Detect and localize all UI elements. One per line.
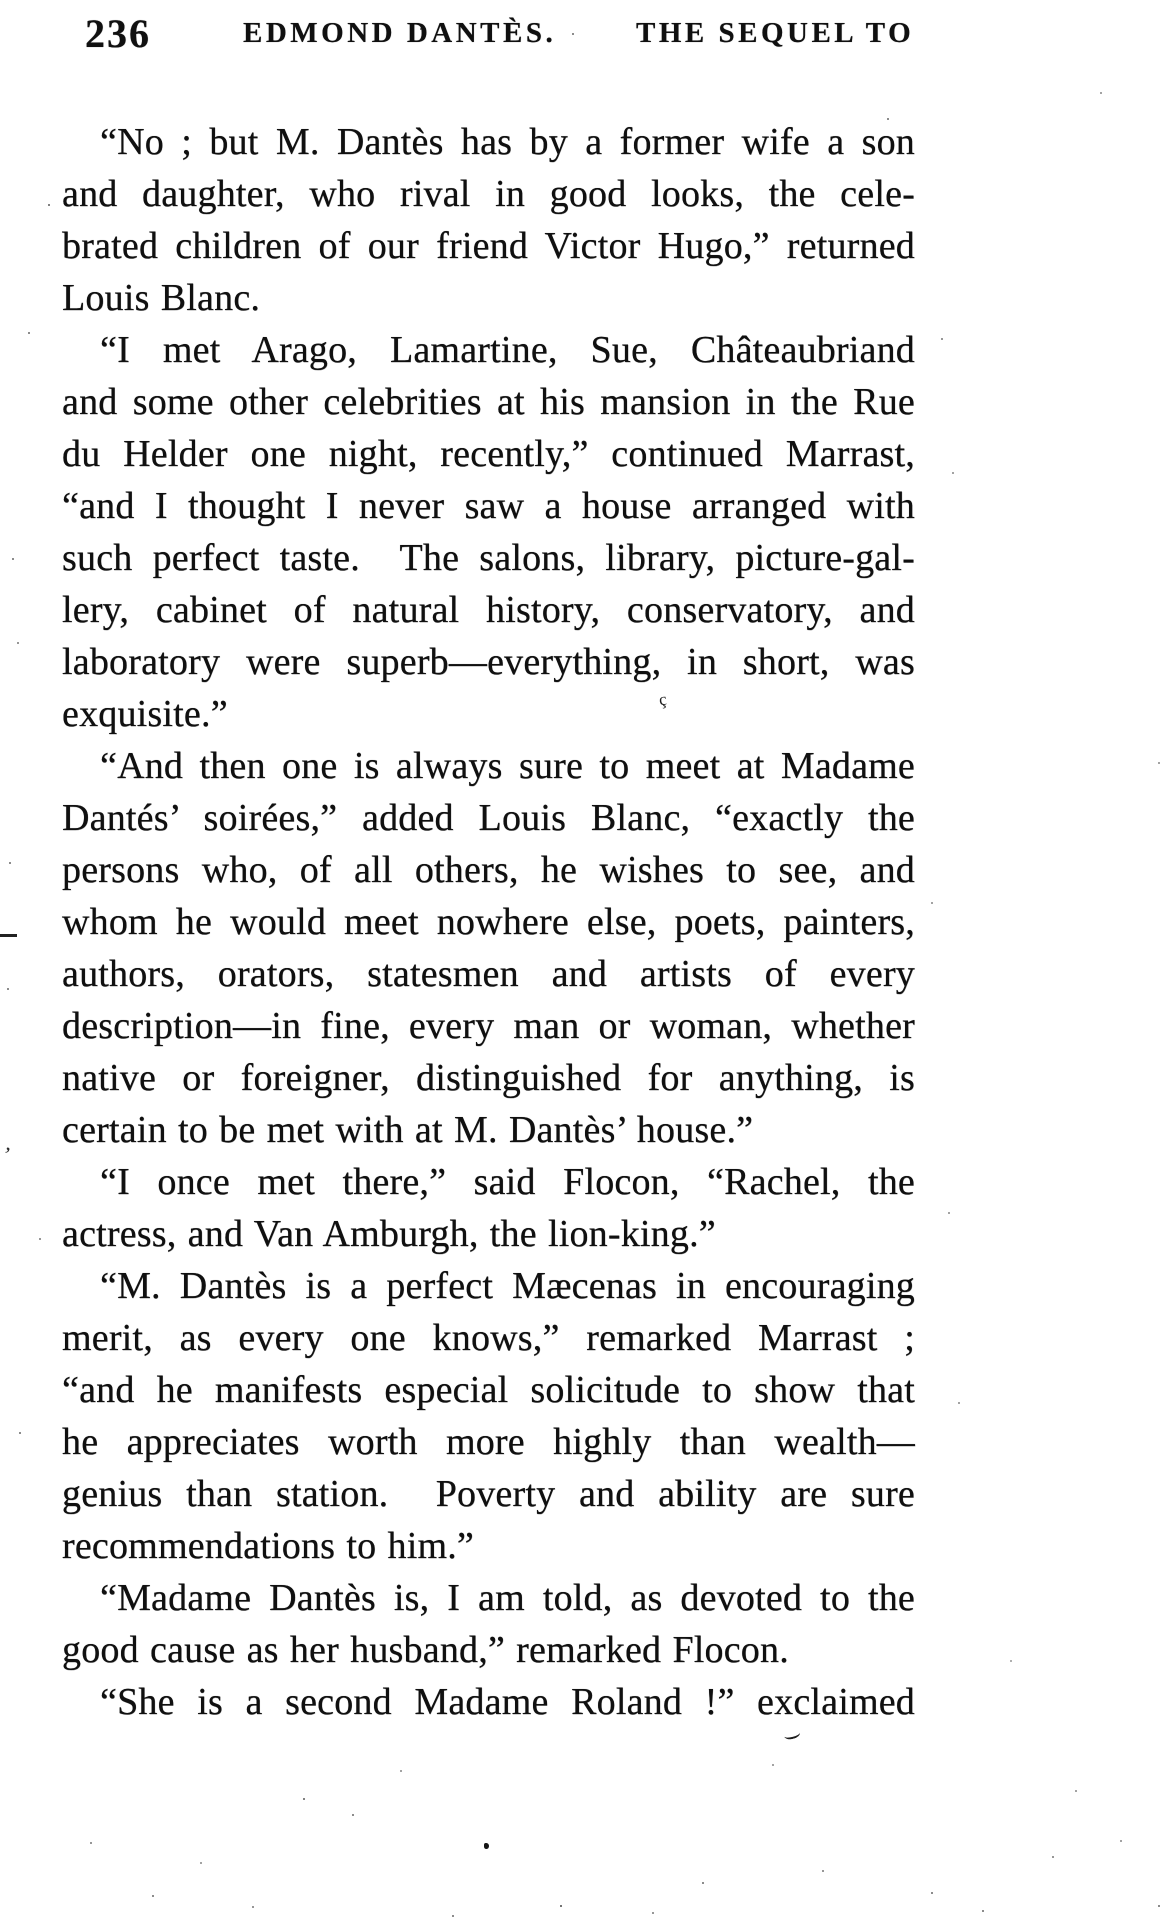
ink-smudge: ç	[657, 689, 666, 710]
ink-speck	[484, 1843, 489, 1849]
text-line: du Helder one night, recently,” continued Marrast,	[62, 433, 915, 475]
text-line: Louis Blanc.	[62, 277, 261, 319]
text-line: brated children of our friend Victor Hugo,” returned	[62, 225, 915, 267]
text-line: “And then one is always sure to meet at Madame	[100, 745, 915, 787]
running-title-book: EDMOND DANTÈS.	[243, 17, 557, 49]
text-line: certain to be met with at M. Dantès’ house.”	[62, 1109, 754, 1151]
paragraph	[62, 1156, 915, 1260]
running-title-sequel: THE SEQUEL TO	[636, 17, 915, 49]
text-line: and some other celebrities at his mansion in the Rue	[62, 381, 915, 423]
page-text	[62, 116, 915, 1728]
text-line: authors, orators, statesmen and artists of every	[62, 953, 915, 995]
margin-dash-artifact	[0, 934, 17, 937]
text-line: “and I thought I never saw a house arranged with	[62, 485, 915, 527]
text-line: he appreciates worth more highly than wealth—	[62, 1421, 915, 1463]
paragraph	[62, 324, 915, 740]
text-line: recommendations to him.”	[62, 1525, 474, 1567]
text-line: and daughter, who rival in good looks, the cele-	[62, 173, 915, 215]
paragraph	[62, 116, 915, 324]
scan-noise	[0, 0, 2, 2]
text-line: laboratory were superb—everything, in short, was	[62, 641, 915, 683]
text-line: “Madame Dantès is, I am told, as devoted to the	[100, 1577, 915, 1619]
pen-stroke-artifact	[783, 1728, 801, 1741]
text-line: “M. Dantès is a perfect Mæcenas in encouraging	[100, 1265, 915, 1307]
text-line: good cause as her husband,” remarked Flocon.	[62, 1629, 789, 1671]
text-line: native or foreigner, distinguished for anything, is	[62, 1057, 915, 1099]
text-line: “and he manifests especial solicitude to show that	[62, 1369, 915, 1411]
paragraph	[62, 1676, 915, 1728]
text-line: “I met Arago, Lamartine, Sue, Châteaubriand	[100, 329, 915, 371]
text-line: “I once met there,” said Flocon, “Rachel, the	[100, 1161, 915, 1203]
paragraph	[62, 1260, 915, 1572]
text-line: persons who, of all others, he wishes to see, and	[62, 849, 915, 891]
paragraph	[62, 1572, 915, 1676]
text-line: lery, cabinet of natural history, conservatory, and	[62, 589, 915, 631]
text-line: exquisite.”	[62, 693, 228, 735]
paragraph	[62, 740, 915, 1156]
text-line: Dantés’ soirées,” added Louis Blanc, “exactly the	[62, 797, 915, 839]
text-line: actress, and Van Amburgh, the lion-king.”	[62, 1213, 716, 1255]
text-line: description—in fine, every man or woman, whether	[62, 1005, 915, 1047]
page-number: 236	[85, 11, 151, 56]
margin-tick-artifact: ’	[0, 1141, 13, 1168]
text-line: whom he would meet nowhere else, poets, painters,	[62, 901, 915, 943]
text-line: merit, as every one knows,” remarked Marrast ;	[62, 1317, 915, 1359]
text-line: “She is a second Madame Roland !” exclaimed	[100, 1681, 915, 1723]
text-line: genius than station. Poverty and ability are sure	[62, 1473, 915, 1515]
text-line: such perfect taste. The salons, library, picture-gal-	[62, 537, 915, 579]
text-line: “No ; but M. Dantès has by a former wife a son	[100, 121, 915, 163]
